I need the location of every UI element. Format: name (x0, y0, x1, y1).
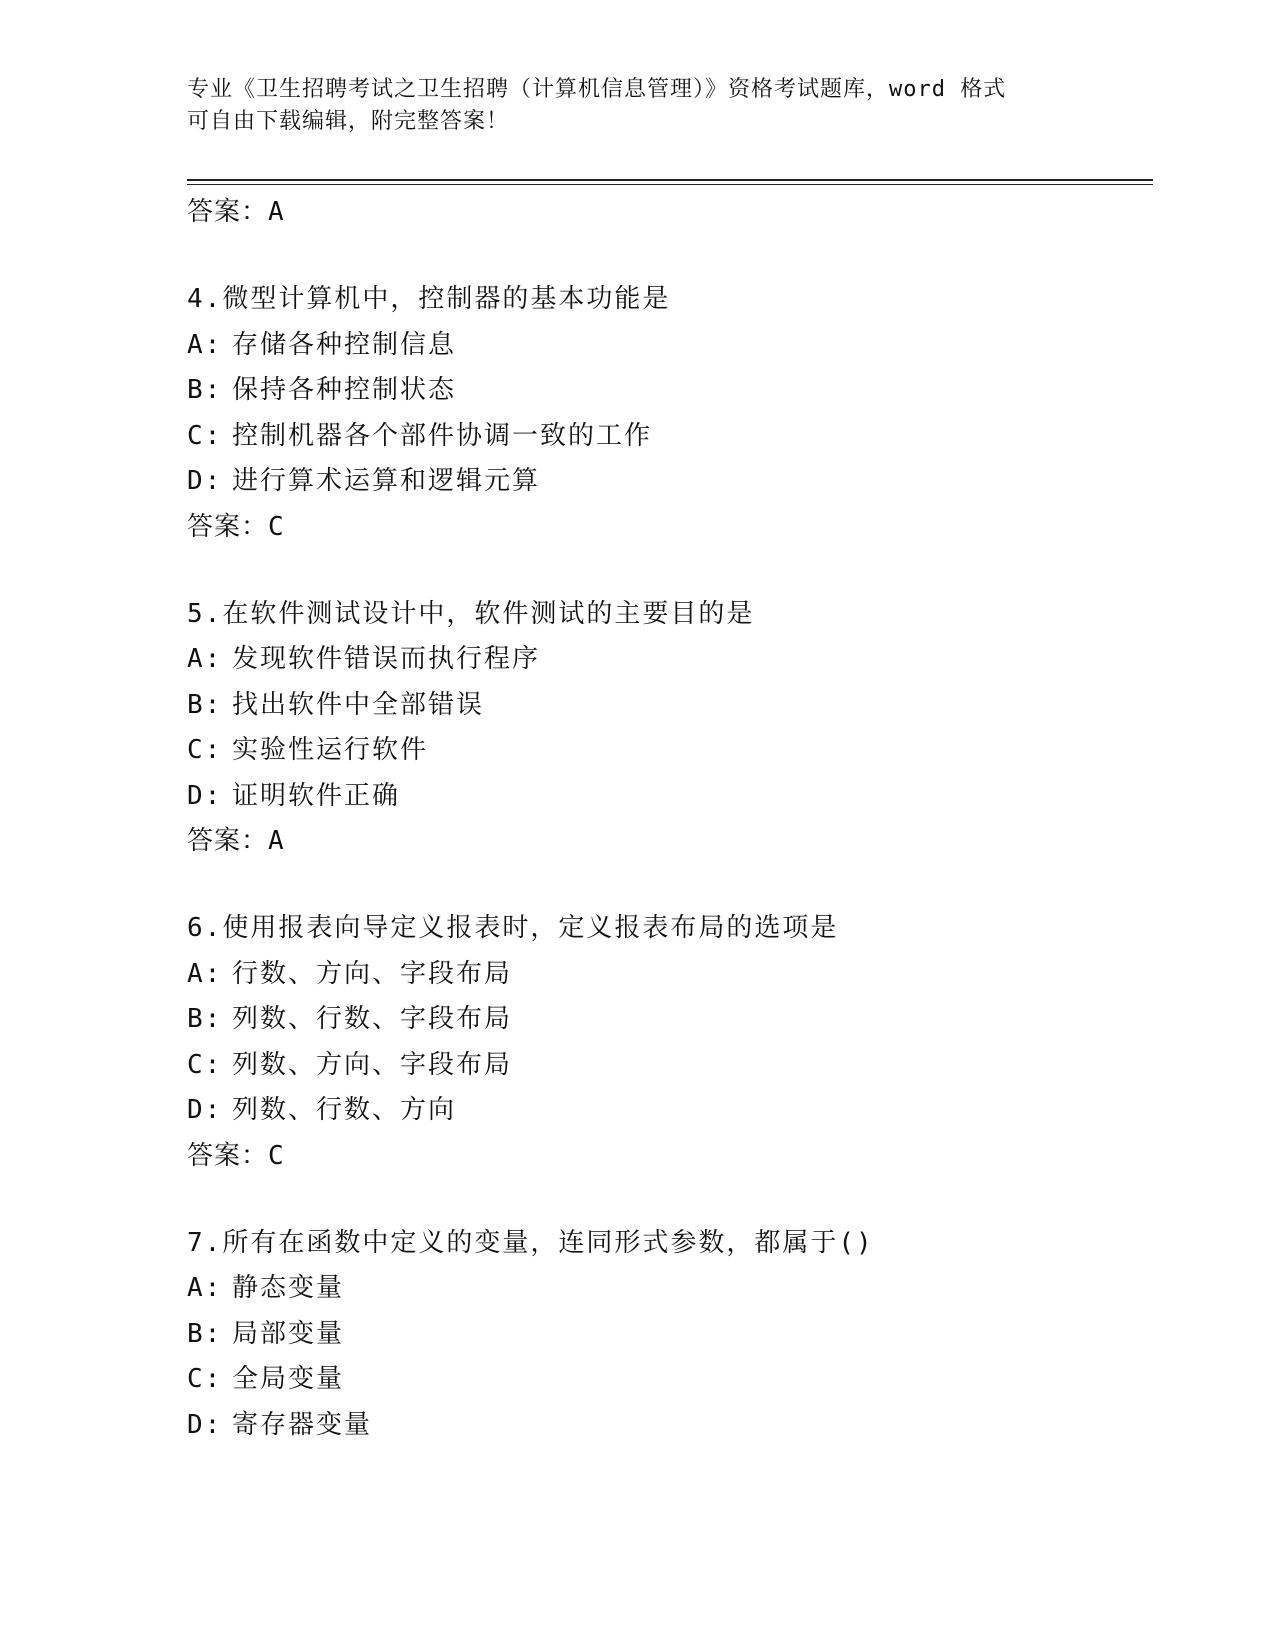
page-header (187, 74, 1087, 138)
option-a (187, 1266, 1147, 1312)
option-text: 列数、行数、方向 (232, 1095, 457, 1125)
option-key: A: (187, 958, 223, 989)
header-divider-thick (187, 179, 1153, 181)
option-d (187, 774, 1147, 820)
spacer (187, 1178, 1147, 1221)
option-key: C: (187, 735, 223, 765)
option-a (187, 323, 1147, 369)
spacer (187, 549, 1147, 592)
question-text: 使用报表向导定义报表时，定义报表布局的选项是 (222, 913, 839, 943)
answer-label: 答案： (187, 826, 269, 856)
option-text: 静态变量 (232, 1273, 345, 1303)
option-key: C: (187, 420, 223, 451)
answer-line (187, 1134, 1147, 1178)
option-b (187, 683, 1147, 729)
option-text: 保持各种控制状态 (232, 375, 457, 405)
question-block (187, 592, 1147, 864)
question-number: 4. (187, 284, 223, 314)
question-text: 微型计算机中，控制器的基本功能是 (222, 284, 671, 314)
question-list (187, 190, 1147, 1448)
option-c (187, 1357, 1147, 1403)
option-text: 存储各种控制信息 (232, 329, 457, 360)
option-key: D: (187, 1095, 223, 1125)
question-stem (187, 906, 1147, 952)
question-number: 5. (187, 598, 223, 629)
question-block (187, 277, 1147, 549)
option-key: C: (187, 1364, 223, 1394)
option-text: 找出软件中全部错误 (232, 689, 485, 720)
option-text: 寄存器变量 (232, 1409, 373, 1440)
option-text: 进行算术运算和逻辑元算 (232, 466, 541, 496)
answer-label: 答案： (187, 197, 269, 227)
option-text: 发现软件错误而执行程序 (232, 644, 541, 674)
option-text: 证明软件正确 (232, 780, 401, 811)
answer-line (187, 505, 1147, 549)
option-key: D: (187, 780, 223, 811)
option-key: B: (187, 1318, 223, 1349)
spacer (187, 863, 1147, 906)
question-stem (187, 1221, 1147, 1267)
option-d (187, 459, 1147, 505)
option-b (187, 997, 1147, 1043)
question-block (187, 906, 1147, 1178)
question-text: 所有在函数中定义的变量，连同形式参数，都属于() (222, 1227, 874, 1258)
question-stem (187, 277, 1147, 323)
answer-label: 答案： (187, 1140, 269, 1171)
question-block (187, 1221, 1147, 1449)
option-c (187, 728, 1147, 774)
question-number: 7. (187, 1227, 223, 1258)
option-key: A: (187, 1273, 223, 1303)
option-b (187, 368, 1147, 414)
answer-value: C (268, 1140, 285, 1171)
option-text: 全局变量 (232, 1364, 345, 1394)
option-text: 行数、方向、字段布局 (232, 958, 513, 989)
option-key: D: (187, 1409, 223, 1440)
spacer (187, 234, 1147, 277)
option-key: B: (187, 689, 223, 720)
answer-label: 答案： (187, 511, 269, 542)
option-a (187, 637, 1147, 683)
option-key: C: (187, 1049, 223, 1080)
option-key: A: (187, 329, 223, 360)
option-b (187, 1312, 1147, 1358)
option-d (187, 1088, 1147, 1134)
answer-line (187, 819, 1147, 863)
option-c (187, 1043, 1147, 1089)
question-text: 在软件测试设计中，软件测试的主要目的是 (222, 598, 755, 629)
option-c (187, 414, 1147, 460)
header-divider-thin (187, 184, 1153, 185)
option-text: 列数、方向、字段布局 (232, 1049, 513, 1080)
header-subtitle-line: 可自由下载编辑，附完整答案！ (187, 109, 510, 134)
option-key: A: (187, 644, 223, 674)
option-d (187, 1403, 1147, 1449)
question-number: 6. (187, 913, 223, 943)
option-key: B: (187, 1004, 223, 1034)
option-text: 实验性运行软件 (232, 735, 429, 765)
question-stem (187, 592, 1147, 638)
option-key: D: (187, 466, 223, 496)
answer-value: A (268, 197, 285, 227)
option-key: B: (187, 375, 223, 405)
option-a (187, 952, 1147, 998)
answer-value: A (268, 826, 285, 856)
answer-value: C (268, 511, 285, 542)
header-title-line: 专业《卫生招聘考试之卫生招聘（计算机信息管理）》资格考试题库，word 格式 (187, 77, 1007, 102)
option-text: 控制机器各个部件协调一致的工作 (232, 420, 653, 451)
option-text: 局部变量 (232, 1318, 345, 1349)
option-text: 列数、行数、字段布局 (232, 1004, 513, 1034)
answer-line (187, 190, 1147, 234)
